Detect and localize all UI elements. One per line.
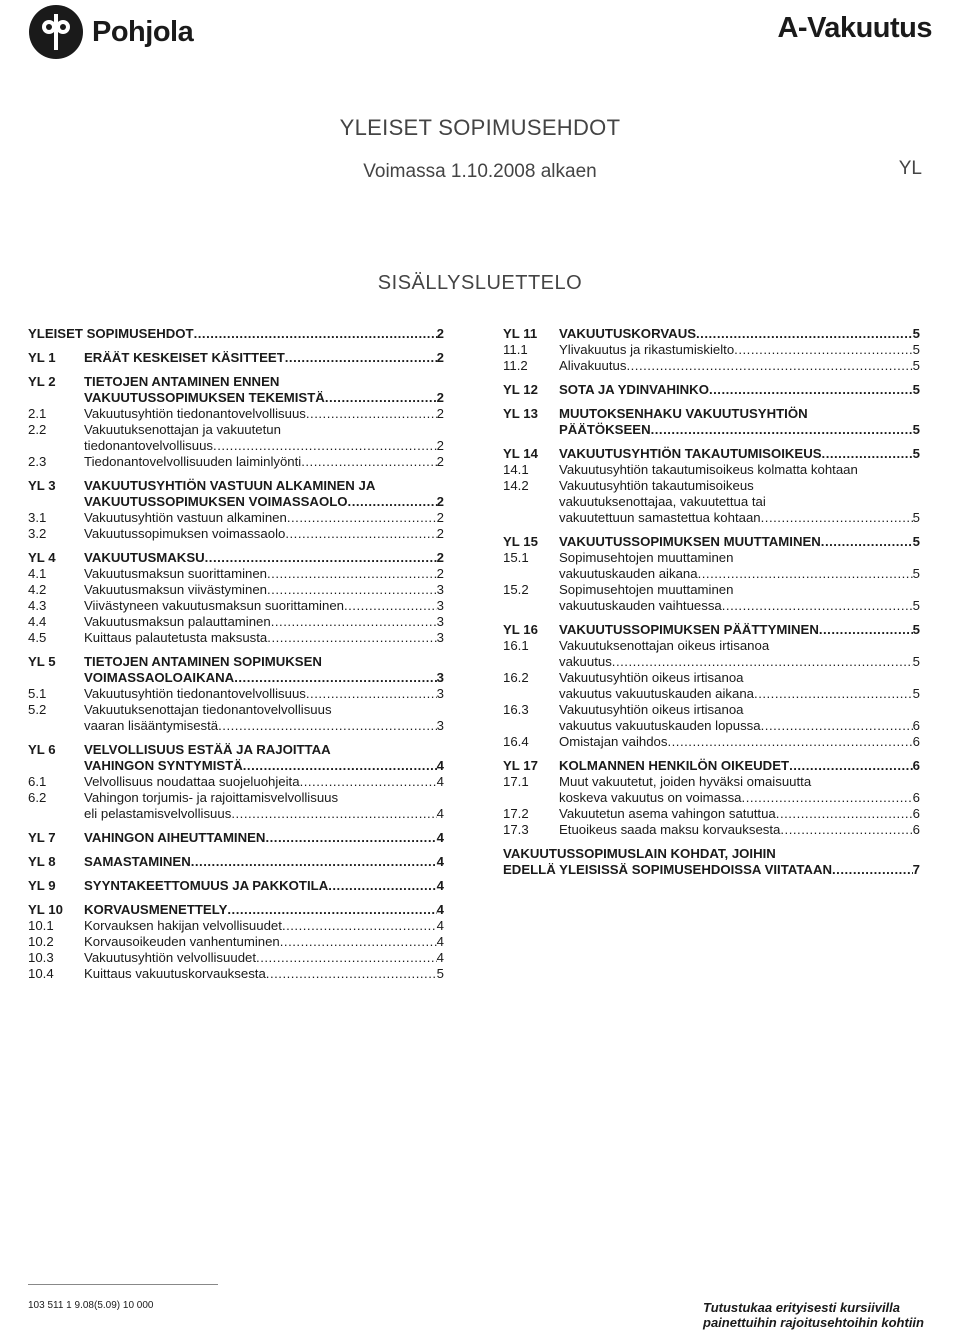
dot-leader bbox=[328, 878, 436, 894]
dot-leader bbox=[280, 934, 437, 950]
toc-page-number: 3 bbox=[436, 598, 444, 613]
toc-entry-title: Ylivakuutus ja rikastumiskielto bbox=[559, 342, 735, 357]
toc-page-number: 5 bbox=[912, 358, 920, 373]
dot-leader bbox=[780, 822, 912, 838]
toc-entry-title: TIETOJEN ANTAMINEN ENNEN bbox=[84, 374, 280, 389]
toc-entry-number: 15.1 bbox=[503, 550, 529, 565]
toc-entry[interactable] bbox=[28, 966, 444, 982]
toc-entry-number: 17.3 bbox=[503, 822, 529, 837]
toc-entry-title: Kuittaus palautetusta maksusta bbox=[84, 630, 268, 645]
toc-entry-title: Vakuutusyhtiön tiedonantovelvollisuus bbox=[84, 686, 306, 701]
toc-entry-title: VAKUUTUSSOPIMUKSEN TEKEMISTÄ bbox=[84, 390, 325, 405]
toc-entry-number: 6.1 bbox=[28, 774, 47, 789]
dot-leader bbox=[271, 614, 437, 630]
toc-page-number: 2 bbox=[436, 526, 444, 541]
dot-leader bbox=[696, 326, 913, 342]
toc-entry-number: 17.2 bbox=[503, 806, 529, 821]
toc-entry-number: 2.1 bbox=[28, 406, 47, 421]
toc-entry-title: VAKUUTUSMAKSU bbox=[84, 550, 205, 565]
toc-entry[interactable] bbox=[503, 638, 920, 670]
toc-page-number: 5 bbox=[912, 598, 920, 613]
toc-entry[interactable] bbox=[503, 406, 920, 438]
toc-page-number: 4 bbox=[436, 878, 444, 893]
toc-page-number: 2 bbox=[436, 406, 444, 421]
dot-leader bbox=[205, 550, 437, 566]
dot-leader bbox=[231, 806, 436, 822]
toc-entry-title: Sopimusehtojen muuttaminen bbox=[559, 550, 734, 565]
toc-entry[interactable] bbox=[28, 550, 444, 566]
dot-leader bbox=[722, 598, 913, 614]
toc-entry-number: 10.3 bbox=[28, 950, 54, 965]
toc-entry[interactable] bbox=[503, 582, 920, 614]
toc-entry-title: Tiedonantovelvollisuuden laiminlyönti bbox=[84, 454, 302, 469]
dot-leader bbox=[285, 350, 437, 366]
toc-entry-title: eli pelastamisvelvollisuus bbox=[84, 806, 232, 821]
toc-entry-title: Vakuutuksenottajan oikeus irtisanoa bbox=[559, 638, 770, 653]
toc-page-number: 2 bbox=[436, 438, 444, 453]
print-code: 103 511 1 9.08(5.09) 10 000 bbox=[28, 1300, 154, 1311]
document-title: YLEISET SOPIMUSEHDOT bbox=[339, 115, 621, 140]
toc-entry-title: vakuutus bbox=[559, 654, 612, 669]
toc-entry[interactable] bbox=[28, 406, 444, 422]
toc-page-number: 2 bbox=[436, 550, 444, 565]
toc-page-number: 4 bbox=[436, 758, 444, 773]
toc-entry-number: 17.1 bbox=[503, 774, 529, 789]
toc-entry-title: Vahingon torjumis- ja rajoittamisvelvollisuus bbox=[84, 790, 339, 805]
toc-entry-title: VAHINGON AIHEUTTAMINEN bbox=[84, 830, 266, 845]
toc-entry-title: vakuutus vakuutuskauden lopussa bbox=[559, 718, 761, 733]
toc-entry[interactable] bbox=[503, 462, 920, 478]
toc-entry-number: 11.1 bbox=[503, 342, 528, 357]
toc-entry-number: 5.1 bbox=[28, 686, 47, 701]
toc-page-number: 5 bbox=[912, 622, 920, 637]
toc-entry-title: Sopimusehtojen muuttaminen bbox=[559, 582, 734, 597]
toc-entry-number: 10.2 bbox=[28, 934, 54, 949]
toc-page-number: 4 bbox=[436, 774, 444, 789]
toc-entry[interactable] bbox=[503, 846, 920, 878]
toc-entry[interactable] bbox=[28, 630, 444, 646]
toc-entry-number: 4.5 bbox=[28, 630, 47, 645]
toc-entry-title: VAKUUTUSSOPIMUSLAIN KOHDAT, JOIHIN bbox=[503, 846, 776, 861]
dot-leader bbox=[698, 566, 913, 582]
toc-page-number: 4 bbox=[436, 902, 444, 917]
footer-note-line: Tutustukaa erityisesti kursiivilla bbox=[703, 1300, 901, 1315]
toc-entry-number: 14.2 bbox=[503, 478, 529, 493]
dot-leader bbox=[267, 630, 436, 646]
toc-entry-title: VAKUUTUSYHTIÖN TAKAUTUMISOIKEUS bbox=[559, 446, 822, 461]
toc-page-number: 6 bbox=[912, 790, 920, 805]
toc-entry-title: VAKUUTUSKORVAUS bbox=[559, 326, 697, 341]
toc-entry-title: VAKUUTUSSOPIMUKSEN VOIMASSAOLO bbox=[84, 494, 348, 509]
dot-leader bbox=[218, 718, 437, 734]
dot-leader bbox=[306, 686, 437, 702]
toc-page-number: 6 bbox=[912, 718, 920, 733]
toc-entry-title: Vakuutusmaksun suorittaminen bbox=[84, 566, 268, 581]
toc-entry-title: Velvollisuus noudattaa suojeluohjeita bbox=[84, 774, 300, 789]
toc-entry[interactable] bbox=[28, 654, 444, 686]
toc-page-number: 6 bbox=[912, 734, 920, 749]
dot-leader bbox=[626, 358, 912, 374]
pohjola-logo bbox=[28, 4, 193, 60]
dot-leader bbox=[285, 526, 436, 542]
dot-leader bbox=[819, 622, 913, 638]
toc-entry[interactable] bbox=[503, 326, 920, 342]
toc-entry-title: Vakuutusyhtiön takautumisoikeus bbox=[559, 478, 754, 493]
toc-page-number: 5 bbox=[912, 382, 920, 397]
toc-entry[interactable] bbox=[28, 598, 444, 614]
toc-entry-number: 4.1 bbox=[28, 566, 47, 581]
toc-entry-number: YL 6 bbox=[28, 742, 56, 757]
toc-entry-number: YL 3 bbox=[28, 478, 56, 493]
dot-leader bbox=[301, 454, 436, 470]
dot-leader bbox=[612, 654, 913, 670]
footer-divider bbox=[28, 1284, 218, 1285]
toc-entry[interactable] bbox=[503, 622, 920, 638]
toc-entry[interactable] bbox=[28, 950, 444, 966]
footer-note-line: painettuihin rajoitusehtoihin kohtiin bbox=[703, 1315, 924, 1330]
toc-entry[interactable] bbox=[28, 790, 444, 822]
toc-page-number: 6 bbox=[912, 806, 920, 821]
toc-entry[interactable] bbox=[503, 702, 920, 734]
toc-page-number: 5 bbox=[912, 686, 920, 701]
toc-entry[interactable] bbox=[503, 822, 920, 838]
toc-left-column bbox=[28, 326, 444, 982]
toc-page-number: 4 bbox=[436, 934, 444, 949]
toc-entry-title: Viivästyneen vakuutusmaksun suorittaminen bbox=[84, 598, 344, 613]
logo-text: Pohjola bbox=[92, 15, 194, 48]
toc-entry[interactable] bbox=[503, 806, 920, 822]
dot-leader bbox=[243, 758, 437, 774]
toc-entry-title: tiedonantovelvollisuus bbox=[84, 438, 214, 453]
toc-entry[interactable] bbox=[503, 342, 920, 358]
toc-entry-number: 3.2 bbox=[28, 526, 47, 541]
dot-leader bbox=[709, 382, 913, 398]
toc-page-number: 3 bbox=[436, 614, 444, 629]
toc-page-number: 4 bbox=[436, 950, 444, 965]
dot-leader bbox=[344, 598, 437, 614]
toc-entry-title: Vakuutusyhtiön oikeus irtisanoa bbox=[559, 670, 744, 685]
toc-entry[interactable] bbox=[503, 446, 920, 462]
toc-entry[interactable] bbox=[28, 830, 444, 846]
dot-leader bbox=[822, 446, 913, 462]
pohjola-bear-icon bbox=[28, 4, 84, 60]
toc-entry[interactable] bbox=[28, 774, 444, 790]
toc-entry-number: YL 16 bbox=[503, 622, 538, 637]
toc-entry[interactable] bbox=[28, 350, 444, 366]
toc-entry-title: koskeva vakuutus on voimassa bbox=[559, 790, 742, 805]
toc-entry-title: Vakuutuksenottajan ja vakuutetun bbox=[84, 422, 281, 437]
toc-entry-title: EDELLÄ YLEISISSÄ SOPIMUSEHDOISSA VIITATAAN bbox=[503, 862, 832, 877]
toc-entry-number: 4.4 bbox=[28, 614, 47, 629]
toc-entry-number: 10.1 bbox=[28, 918, 54, 933]
dot-leader bbox=[761, 718, 913, 734]
toc-entry-title: VAHINGON SYNTYMISTÄ bbox=[84, 758, 243, 773]
dot-leader bbox=[300, 774, 437, 790]
toc-entry-title: Kuittaus vakuutuskorvauksesta bbox=[84, 966, 266, 981]
toc-entry-title: vakuutettuun samastettua kohtaan bbox=[559, 510, 761, 525]
dot-leader bbox=[227, 902, 436, 918]
dot-leader bbox=[776, 806, 913, 822]
toc-entry-number: 10.4 bbox=[28, 966, 54, 981]
dot-leader bbox=[267, 566, 437, 582]
toc-page-number: 2 bbox=[436, 390, 444, 405]
toc-entry-title: Korvausoikeuden vanhentuminen bbox=[84, 934, 280, 949]
dot-leader bbox=[667, 734, 912, 750]
toc-entry[interactable] bbox=[28, 566, 444, 582]
toc-entry-title: Vakuutusyhtiön vastuun alkaminen bbox=[84, 510, 287, 525]
dot-leader bbox=[306, 406, 437, 422]
toc-entry-title: VELVOLLISUUS ESTÄÄ JA RAJOITTAA bbox=[84, 742, 331, 757]
dot-leader bbox=[754, 686, 913, 702]
toc-page-number: 4 bbox=[436, 854, 444, 869]
dot-leader bbox=[213, 438, 437, 454]
toc-entry-number: YL 8 bbox=[28, 854, 56, 869]
dot-leader bbox=[832, 862, 913, 878]
toc-entry[interactable] bbox=[28, 510, 444, 526]
dot-leader bbox=[742, 790, 913, 806]
dot-leader bbox=[194, 326, 437, 342]
toc-page-number: 3 bbox=[436, 670, 444, 685]
toc-entry-number: YL 17 bbox=[503, 758, 538, 773]
toc-page-number: 5 bbox=[912, 446, 920, 461]
toc-entry[interactable] bbox=[28, 614, 444, 630]
toc-entry-title: Omistajan vaihdos bbox=[559, 734, 668, 749]
toc-entry-title: KORVAUSMENETTELY bbox=[84, 902, 228, 917]
toc-entry-number: YL 15 bbox=[503, 534, 538, 549]
toc-entry-number: 2.3 bbox=[28, 454, 47, 469]
toc-entry[interactable] bbox=[28, 934, 444, 950]
toc-entry[interactable] bbox=[503, 478, 920, 526]
toc-entry[interactable] bbox=[28, 902, 444, 918]
toc-entry[interactable] bbox=[503, 550, 920, 582]
toc-entry-title: Vakuutusmaksun viivästyminen bbox=[84, 582, 267, 597]
toc-entry-number: 16.4 bbox=[503, 734, 529, 749]
toc-page-number: 2 bbox=[436, 326, 444, 341]
dot-leader bbox=[282, 918, 437, 934]
toc-page-number: 3 bbox=[436, 718, 444, 733]
dot-leader bbox=[256, 950, 437, 966]
toc-entry-title: MUUTOKSENHAKU VAKUUTUSYHTIÖN bbox=[559, 406, 808, 421]
toc-entry-number: 4.3 bbox=[28, 598, 47, 613]
toc-entry-number: 5.2 bbox=[28, 702, 47, 717]
toc-entry-number: 6.2 bbox=[28, 790, 47, 805]
toc-entry-title: SAMASTAMINEN bbox=[84, 854, 191, 869]
toc-page-number: 2 bbox=[436, 454, 444, 469]
toc-entry-number: YL 5 bbox=[28, 654, 56, 669]
toc-page-number: 3 bbox=[436, 582, 444, 597]
toc-page-number: 5 bbox=[912, 566, 920, 581]
toc-title: SISÄLLYSLUETTELO bbox=[377, 272, 583, 294]
dot-leader bbox=[348, 494, 437, 510]
document-code: YL bbox=[898, 158, 922, 179]
toc-entry[interactable] bbox=[503, 670, 920, 702]
toc-entry-number: 16.2 bbox=[503, 670, 529, 685]
toc-entry-title: Etuoikeus saada maksu korvauksesta bbox=[559, 822, 781, 837]
toc-entry[interactable] bbox=[28, 478, 444, 510]
toc-entry[interactable] bbox=[503, 758, 920, 774]
toc-right-column bbox=[503, 326, 920, 878]
toc-entry[interactable] bbox=[28, 702, 444, 734]
toc-entry[interactable] bbox=[28, 918, 444, 934]
toc-entry-number: YL 2 bbox=[28, 374, 56, 389]
toc-entry[interactable] bbox=[28, 326, 444, 342]
validity-date: Voimassa 1.10.2008 alkaen bbox=[363, 161, 597, 182]
toc-entry-number: YL 7 bbox=[28, 830, 56, 845]
toc-page-number: 5 bbox=[912, 510, 920, 525]
toc-page-number: 4 bbox=[436, 806, 444, 821]
toc-entry[interactable] bbox=[28, 526, 444, 542]
toc-entry[interactable] bbox=[28, 422, 444, 454]
toc-entry-title: SOTA JA YDINVAHINKO bbox=[559, 382, 709, 397]
toc-page-number: 5 bbox=[912, 326, 920, 341]
toc-entry-title: vaaran lisääntymisestä bbox=[84, 718, 219, 733]
toc-entry-number: YL 12 bbox=[503, 382, 538, 397]
toc-page-number: 6 bbox=[912, 758, 920, 773]
toc-entry-title: vakuutuskauden aikana bbox=[559, 566, 698, 581]
brand-name: A-Vakuutus bbox=[777, 12, 932, 44]
toc-entry-title: vakuutuskauden vaihtuessa bbox=[559, 598, 722, 613]
dot-leader bbox=[789, 758, 913, 774]
toc-entry-number: YL 9 bbox=[28, 878, 56, 893]
toc-entry-number: 16.1 bbox=[503, 638, 529, 653]
toc-entry[interactable] bbox=[28, 686, 444, 702]
toc-entry-title: Korvauksen hakijan velvollisuudet bbox=[84, 918, 282, 933]
toc-entry[interactable] bbox=[503, 382, 920, 398]
dot-leader bbox=[265, 830, 436, 846]
toc-entry-number: YL 13 bbox=[503, 406, 538, 421]
toc-page-number: 6 bbox=[912, 822, 920, 837]
toc-entry-number: 4.2 bbox=[28, 582, 47, 597]
toc-entry-title: TIETOJEN ANTAMINEN SOPIMUKSEN bbox=[84, 654, 322, 669]
toc-entry[interactable] bbox=[28, 878, 444, 894]
toc-entry-title: Vakuutusyhtiön oikeus irtisanoa bbox=[559, 702, 744, 717]
toc-entry-number: YL 11 bbox=[503, 326, 538, 341]
toc-page-number: 3 bbox=[436, 686, 444, 701]
toc-entry[interactable] bbox=[503, 358, 920, 374]
toc-page-number: 5 bbox=[912, 534, 920, 549]
toc-page-number: 5 bbox=[436, 966, 444, 981]
toc-entry-title: Vakuutetun asema vahingon satuttua bbox=[559, 806, 776, 821]
toc-entry-number: 16.3 bbox=[503, 702, 529, 717]
toc-entry-title: SYYNTAKEETTOMUUS JA PAKKOTILA bbox=[84, 878, 329, 893]
toc-entry-title: Vakuutusyhtiön tiedonantovelvollisuus bbox=[84, 406, 306, 421]
footer-note bbox=[703, 1300, 924, 1330]
toc-entry-number: YL 10 bbox=[28, 902, 63, 917]
toc-entry-title: VAKUUTUSSOPIMUKSEN PÄÄTTYMINEN bbox=[559, 622, 819, 637]
toc-entry-number: 2.2 bbox=[28, 422, 47, 437]
dot-leader bbox=[651, 422, 913, 438]
toc-page-number: 4 bbox=[436, 830, 444, 845]
toc-entry-title: ERÄÄT KESKEISET KÄSITTEET bbox=[84, 350, 285, 365]
toc-page-number: 5 bbox=[912, 654, 920, 669]
toc-entry-title: Alivakuutus bbox=[559, 358, 627, 373]
toc-entry-title: Vakuutusyhtiön takautumisoikeus kolmatta kohtaan bbox=[559, 462, 858, 477]
toc-page-number: 4 bbox=[436, 918, 444, 933]
toc-entry-title: PÄÄTÖKSEEN bbox=[559, 422, 651, 437]
toc-entry-number: 3.1 bbox=[28, 510, 47, 525]
toc-entry-number: YL 14 bbox=[503, 446, 538, 461]
toc-entry-number: 15.2 bbox=[503, 582, 529, 597]
toc-entry[interactable] bbox=[503, 534, 920, 550]
dot-leader bbox=[325, 390, 437, 406]
toc-page-number: 2 bbox=[436, 494, 444, 509]
toc-page-number: 5 bbox=[912, 422, 920, 437]
toc-entry[interactable] bbox=[28, 374, 444, 406]
dot-leader bbox=[267, 582, 437, 598]
toc-entry[interactable] bbox=[28, 742, 444, 774]
toc-entry-title: KOLMANNEN HENKILÖN OIKEUDET bbox=[559, 758, 790, 773]
dot-leader bbox=[191, 854, 437, 870]
toc-entry-number: 14.1 bbox=[503, 462, 529, 477]
dot-leader bbox=[234, 670, 436, 686]
toc-page-number: 2 bbox=[436, 566, 444, 581]
toc-page-number: 2 bbox=[436, 510, 444, 525]
toc-entry-number: YL 1 bbox=[28, 350, 56, 365]
toc-entry-title: VAKUUTUSYHTIÖN VASTUUN ALKAMINEN JA bbox=[84, 478, 376, 493]
dot-leader bbox=[761, 510, 913, 526]
toc-entry[interactable] bbox=[28, 454, 444, 470]
toc-entry[interactable] bbox=[503, 774, 920, 806]
toc-entry-title: Vakuutuksenottajan tiedonantovelvollisuus bbox=[84, 702, 332, 717]
toc-entry[interactable] bbox=[28, 854, 444, 870]
toc-entry-title: VAKUUTUSSOPIMUKSEN MUUTTAMINEN bbox=[559, 534, 821, 549]
toc-page-number: 3 bbox=[436, 630, 444, 645]
toc-entry-title: vakuutus vakuutuskauden aikana bbox=[559, 686, 755, 701]
toc-entry-number: 11.2 bbox=[503, 358, 528, 373]
toc-entry-title: Vakuutusyhtiön velvollisuudet bbox=[84, 950, 257, 965]
dot-leader bbox=[821, 534, 913, 550]
toc-entry-title: Vakuutusmaksun palauttaminen bbox=[84, 614, 271, 629]
toc-entry-title: vakuutuksenottajaa, vakuutettua tai bbox=[559, 494, 766, 509]
toc-page-number: 2 bbox=[436, 350, 444, 365]
toc-page-number: 5 bbox=[912, 342, 920, 357]
toc-entry-title: VOIMASSAOLOAIKANA bbox=[84, 670, 235, 685]
dot-leader bbox=[287, 510, 437, 526]
toc-entry[interactable] bbox=[28, 582, 444, 598]
toc-entry-title: Muut vakuutetut, joiden hyväksi omaisuutta bbox=[559, 774, 812, 789]
dot-leader bbox=[734, 342, 912, 358]
toc-entry-title: YLEISET SOPIMUSEHDOT bbox=[28, 326, 194, 341]
toc-page-number: 7 bbox=[912, 862, 920, 877]
toc-entry-number: YL 4 bbox=[28, 550, 56, 565]
toc-entry[interactable] bbox=[503, 734, 920, 750]
dot-leader bbox=[266, 966, 437, 982]
toc-entry-title: Vakuutussopimuksen voimassaolo bbox=[84, 526, 286, 541]
